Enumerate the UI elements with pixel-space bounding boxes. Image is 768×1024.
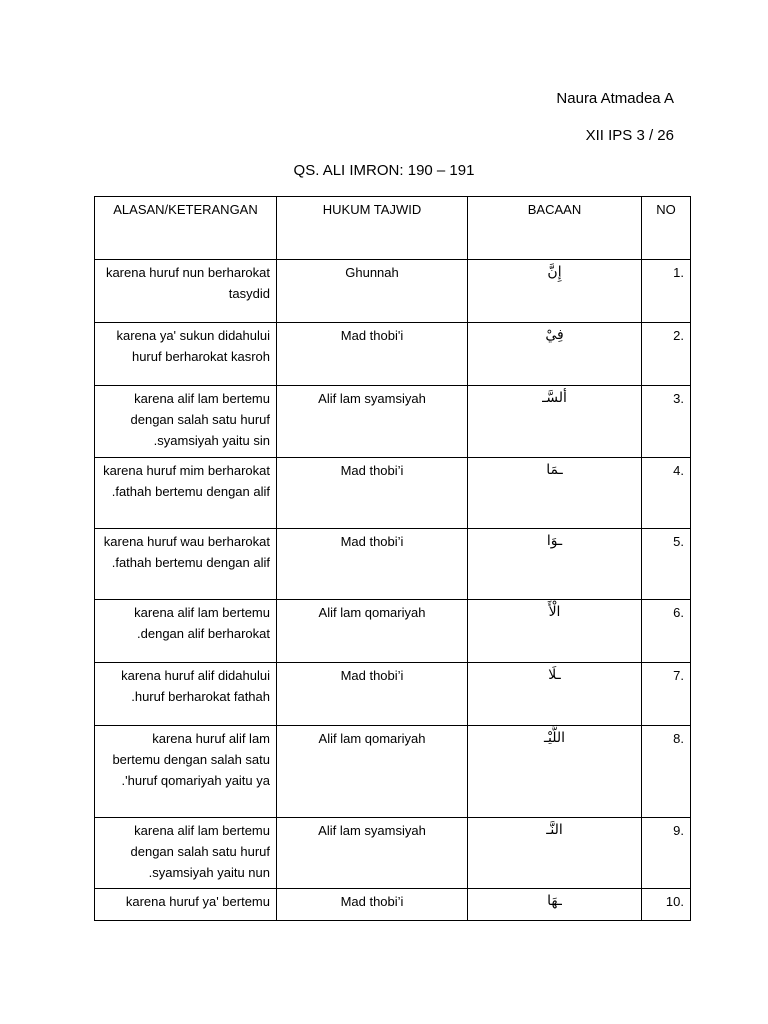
document-title: QS. ALI IMRON: 190 – 191 — [293, 162, 475, 179]
reason-cell: karena huruf ya' bertemu — [95, 889, 277, 921]
table-row — [95, 323, 691, 386]
reason-cell: karena huruf alif didahului huruf berharokat fathah. — [95, 663, 277, 726]
hukum-cell: Mad thobi’i — [277, 663, 468, 726]
reason-cell: karena huruf alif lam bertemu dengan salah satu huruf qomariyah yaitu ya'. — [95, 726, 277, 818]
hukum-cell: Mad thobi’i — [277, 458, 468, 529]
bacaan-cell: ـوَا — [468, 529, 642, 600]
table-header-row — [95, 197, 691, 260]
bacaan-cell: ألسَّـ — [468, 386, 642, 458]
reason-cell: karena huruf nun berharokat tasydid — [95, 260, 277, 323]
table-row — [95, 260, 691, 323]
number-cell: 9. — [642, 818, 691, 889]
column-header-bacaan: BACAAN — [468, 197, 642, 260]
table-row — [95, 818, 691, 889]
number-cell: 5. — [642, 529, 691, 600]
hukum-cell: Alif lam syamsiyah — [277, 818, 468, 889]
column-header-hukum: HUKUM TAJWID — [277, 197, 468, 260]
reason-cell: karena huruf wau berharokat fathah bertemu dengan alif. — [95, 529, 277, 600]
number-cell: 2. — [642, 323, 691, 386]
reason-cell: karena alif lam bertemu dengan salah satu huruf syamsiyah yaitu sin. — [95, 386, 277, 458]
column-header-no: NO — [642, 197, 691, 260]
hukum-cell: Mad thobi'i — [277, 323, 468, 386]
bacaan-cell: ـلَا — [468, 663, 642, 726]
bacaan-cell: النَّـ — [468, 818, 642, 889]
bacaan-cell: الْأَ — [468, 600, 642, 663]
number-cell: 3. — [642, 386, 691, 458]
number-cell: 7. — [642, 663, 691, 726]
table-row — [95, 386, 691, 458]
reason-cell: karena alif lam bertemu dengan salah satu huruf syamsiyah yaitu nun. — [95, 818, 277, 889]
hukum-cell: Alif lam syamsiyah — [277, 386, 468, 458]
hukum-cell: Ghunnah — [277, 260, 468, 323]
reason-cell: karena alif lam bertemu dengan alif berharokat. — [95, 600, 277, 663]
table-row — [95, 529, 691, 600]
bacaan-cell: اللَّيْـ — [468, 726, 642, 818]
reason-cell: karena huruf mim berharokat fathah bertemu dengan alif. — [95, 458, 277, 529]
table-row — [95, 663, 691, 726]
number-cell: 6. — [642, 600, 691, 663]
number-cell: 10. — [642, 889, 691, 921]
table-row — [95, 458, 691, 529]
bacaan-cell: ـمَا — [468, 458, 642, 529]
table-row — [95, 600, 691, 663]
number-cell: 4. — [642, 458, 691, 529]
reason-cell: karena ya' sukun didahului huruf berharokat kasroh — [95, 323, 277, 386]
column-header-reason: ALASAN/KETERANGAN — [95, 197, 277, 260]
number-cell: 8. — [642, 726, 691, 818]
student-class: XII IPS 3 / 26 — [585, 127, 674, 144]
bacaan-cell: إِنَّ — [468, 260, 642, 323]
number-cell: 1. — [642, 260, 691, 323]
hukum-cell: Alif lam qomariyah — [277, 600, 468, 663]
table-row — [95, 889, 691, 921]
bacaan-cell: فِيْ — [468, 323, 642, 386]
hukum-cell: Alif lam qomariyah — [277, 726, 468, 818]
tajwid-table — [94, 196, 691, 921]
table-row — [95, 726, 691, 818]
student-name: Naura Atmadea A — [556, 90, 674, 107]
bacaan-cell: ـهَا — [468, 889, 642, 921]
hukum-cell: Mad thobi’i — [277, 529, 468, 600]
hukum-cell: Mad thobi’i — [277, 889, 468, 921]
